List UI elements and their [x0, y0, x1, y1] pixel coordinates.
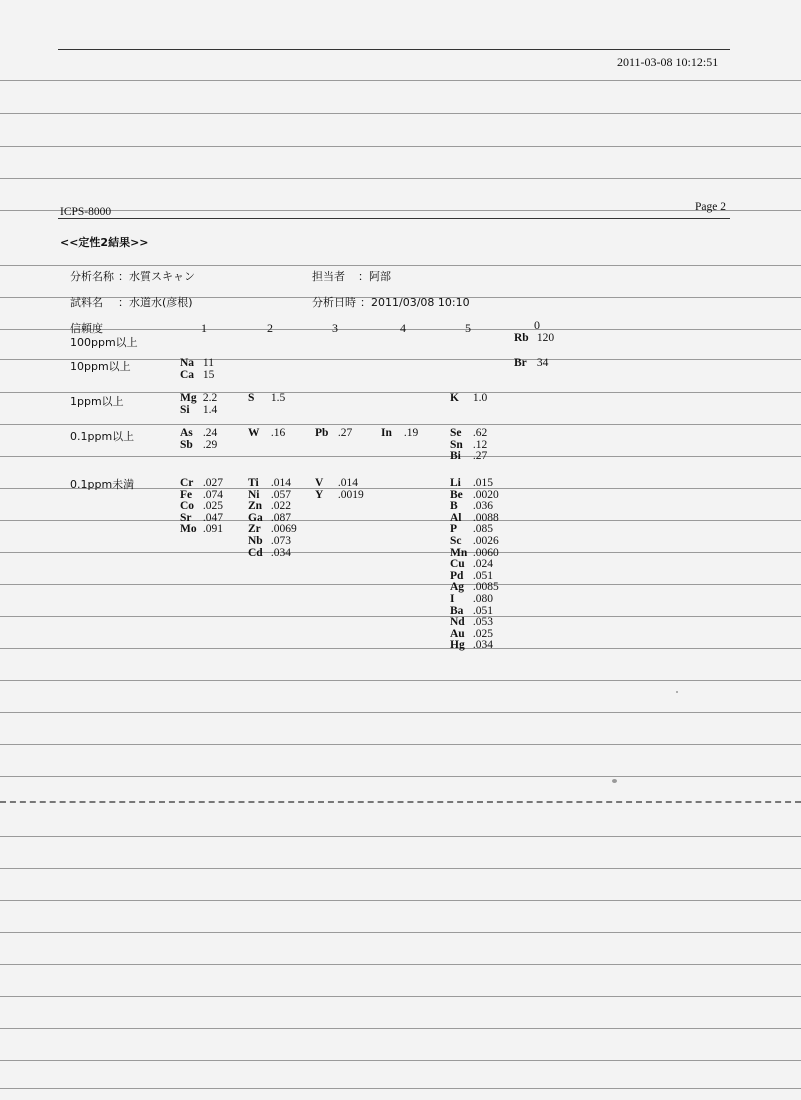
element-symbol: P — [450, 523, 458, 536]
element-symbol: Na — [180, 357, 195, 369]
element-value: .0019 — [335, 488, 364, 501]
analysis-datetime-label: 分析日時 — [312, 296, 356, 309]
perforation-line — [0, 801, 801, 803]
result-cell — [180, 393, 217, 416]
element-value: 34 — [534, 357, 549, 369]
element-symbol: Y — [315, 488, 324, 501]
analysis-name-label: 分析名称 — [70, 270, 114, 283]
element-symbol: Fe — [180, 488, 193, 501]
element-result — [248, 428, 285, 440]
element-value: .057 — [268, 488, 291, 501]
element-result — [248, 393, 285, 405]
element-value: .0069 — [268, 523, 297, 536]
element-value: .014 — [335, 477, 358, 489]
result-cell — [180, 428, 217, 451]
element-value: .0085 — [470, 581, 499, 594]
result-cell — [514, 358, 548, 370]
element-symbol: Mg — [180, 392, 197, 404]
header-rule-top — [58, 49, 730, 50]
element-value: .025 — [470, 627, 493, 640]
element-value: 1.5 — [268, 392, 286, 404]
element-value: .0088 — [470, 511, 499, 524]
element-symbol: Al — [450, 511, 462, 524]
column-header-3: 3 — [332, 321, 338, 335]
element-symbol: Ba — [450, 604, 464, 617]
result-cell — [450, 393, 487, 405]
element-result — [248, 548, 297, 560]
element-symbol: Ti — [248, 477, 259, 489]
element-symbol: Se — [450, 427, 462, 439]
element-symbol: Zr — [248, 523, 261, 536]
element-value: 15 — [200, 368, 215, 381]
element-symbol: Sn — [450, 438, 463, 451]
element-symbol: Bi — [450, 450, 461, 463]
element-value: .29 — [200, 438, 218, 451]
element-value: .091 — [200, 523, 223, 536]
sample-name-value: ：水道水(彦根) — [118, 296, 193, 309]
element-symbol: Cr — [180, 477, 194, 489]
element-value: .19 — [401, 427, 419, 439]
element-result — [315, 428, 352, 440]
element-value: .025 — [200, 500, 223, 513]
element-symbol: Co — [180, 500, 195, 513]
element-value: .0060 — [470, 546, 499, 559]
element-symbol: Nd — [450, 616, 465, 629]
element-value: .080 — [470, 592, 493, 605]
element-value: .62 — [470, 427, 488, 439]
operator-label: 担当者 — [312, 270, 345, 283]
element-value: .16 — [268, 427, 286, 439]
element-value: .015 — [470, 477, 493, 489]
element-value: .27 — [470, 450, 488, 463]
element-symbol: Br — [514, 357, 527, 369]
element-symbol: Zn — [248, 500, 263, 513]
element-symbol: Li — [450, 477, 461, 489]
section-title: <<定性2結果>> — [60, 236, 149, 249]
element-value: .085 — [470, 523, 493, 536]
element-result — [514, 333, 554, 345]
analysis-name-value: ：水質スキャン — [118, 270, 195, 283]
element-result — [180, 405, 217, 417]
element-result — [381, 428, 418, 440]
element-value: .087 — [268, 511, 291, 524]
element-result — [514, 358, 548, 370]
column-header-1: 1 — [201, 321, 207, 335]
element-result — [450, 640, 499, 652]
row-label-100ppm: 100ppm以上 — [70, 336, 138, 349]
element-value: 2.2 — [200, 392, 218, 404]
element-symbol: B — [450, 500, 458, 513]
paper-speck — [612, 779, 617, 783]
element-result — [180, 524, 223, 536]
row-label-0-1ppm-below: 0.1ppm未満 — [70, 478, 135, 491]
element-symbol: W — [248, 427, 260, 439]
result-cell — [381, 428, 418, 440]
result-cell — [180, 478, 223, 536]
print-timestamp: 2011-03-08 10:12:51 — [617, 55, 719, 69]
element-symbol: Be — [450, 488, 463, 501]
element-symbol: Ni — [248, 488, 260, 501]
element-result — [180, 440, 217, 452]
element-symbol: Ca — [180, 368, 195, 381]
column-header-5: 5 — [465, 321, 471, 335]
element-value: .074 — [200, 488, 223, 501]
element-symbol: Cd — [248, 546, 263, 559]
sample-name-label: 試料名 — [70, 296, 103, 309]
element-symbol: Sr — [180, 511, 192, 524]
element-value: .0026 — [470, 534, 499, 547]
element-value: .051 — [470, 604, 493, 617]
page-number: Page 2 — [695, 201, 726, 213]
element-value: .0020 — [470, 488, 499, 501]
result-cell — [514, 333, 554, 345]
header-rule — [58, 218, 730, 219]
result-cell — [450, 478, 499, 652]
element-value: .051 — [470, 569, 493, 582]
element-symbol: Mn — [450, 546, 468, 559]
element-symbol: Sc — [450, 534, 462, 547]
element-symbol: Si — [180, 403, 190, 416]
element-symbol: Ag — [450, 581, 465, 594]
element-value: .047 — [200, 511, 223, 524]
element-result — [450, 393, 487, 405]
element-symbol: Ga — [248, 511, 263, 524]
element-result — [180, 370, 214, 382]
column-header-4: 4 — [400, 321, 406, 335]
element-value: .053 — [470, 616, 493, 629]
element-value: .036 — [470, 500, 493, 513]
operator-value: ：阿部 — [358, 270, 391, 283]
column-header-0: 0 — [534, 318, 540, 332]
reliability-label: 信頼度 — [70, 322, 103, 335]
column-header-2: 2 — [267, 321, 273, 335]
analysis-datetime-value: ：2011/03/08 10:10 — [360, 296, 470, 309]
element-value: 11 — [200, 357, 214, 369]
element-result — [450, 451, 487, 463]
element-value: .27 — [335, 427, 353, 439]
row-label-10ppm: 10ppm以上 — [70, 360, 131, 373]
row-label-1ppm: 1ppm以上 — [70, 395, 124, 408]
element-symbol: Nb — [248, 534, 263, 547]
result-cell — [248, 428, 285, 440]
element-symbol: S — [248, 392, 255, 404]
element-value: .12 — [470, 438, 488, 451]
element-value: .024 — [470, 558, 493, 571]
element-symbol: K — [450, 392, 459, 404]
instrument-name: ICPS-8000 — [60, 206, 112, 218]
element-symbol: Pb — [315, 427, 329, 439]
element-value: .014 — [268, 477, 291, 489]
element-symbol: I — [450, 592, 455, 605]
result-cell — [450, 428, 487, 463]
result-cell — [315, 428, 352, 440]
paper-speck — [676, 691, 678, 693]
result-cell — [180, 358, 214, 381]
element-symbol: Pd — [450, 569, 464, 582]
element-symbol: Mo — [180, 523, 197, 536]
element-value: .034 — [470, 639, 493, 652]
result-cell — [248, 478, 297, 559]
element-value: 1.0 — [470, 392, 488, 404]
element-symbol: Rb — [514, 332, 529, 344]
result-cell — [315, 478, 364, 501]
element-result — [315, 490, 364, 502]
element-value: 1.4 — [200, 403, 218, 416]
row-label-0-1ppm-above: 0.1ppm以上 — [70, 430, 135, 443]
element-symbol: As — [180, 427, 193, 439]
element-value: 120 — [534, 332, 555, 344]
element-symbol: Au — [450, 627, 465, 640]
element-value: .073 — [268, 534, 291, 547]
element-value: .027 — [200, 477, 223, 489]
element-symbol: Cu — [450, 558, 465, 571]
element-value: .24 — [200, 427, 218, 439]
result-cell — [248, 393, 285, 405]
element-symbol: Hg — [450, 639, 465, 652]
element-value: .034 — [268, 546, 291, 559]
element-value: .022 — [268, 500, 291, 513]
element-symbol: V — [315, 477, 324, 489]
element-symbol: In — [381, 427, 392, 439]
element-symbol: Sb — [180, 438, 193, 451]
